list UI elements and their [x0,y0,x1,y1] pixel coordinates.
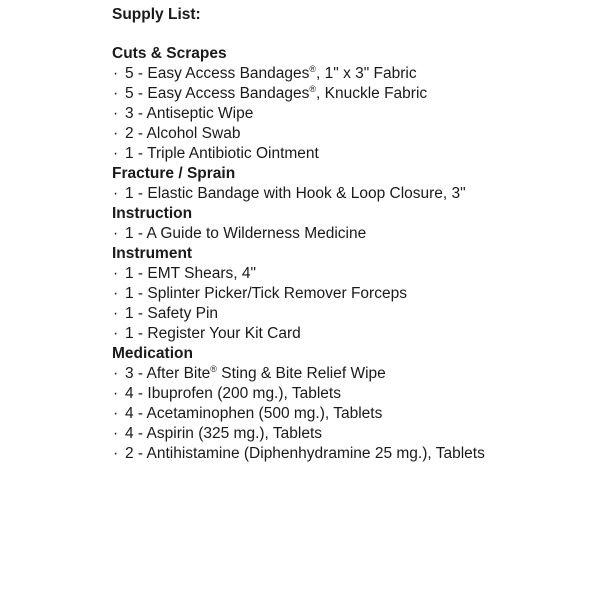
item-text [125,324,301,344]
item-text-main: 1 - A Guide to Wilderness Medicine [125,225,367,242]
list-item [112,444,592,464]
item-list [112,224,592,244]
list-item [112,64,592,84]
section [112,164,592,204]
bullet-icon: · [113,125,119,142]
item-text [125,224,366,244]
item-text-rest: , Knuckle Fabric [316,85,428,102]
item-text [125,124,240,144]
item-text-main: 1 - Elastic Bandage with Hook & Loop Closure, 3" [125,185,466,202]
section-heading: Fracture / Sprain [112,165,236,182]
item-text [125,64,417,84]
list-item [112,184,592,204]
item-text-main: 5 - Easy Access Bandages [125,85,310,102]
item-text-main: 4 - Ibuprofen (200 mg.), Tablets [125,385,341,402]
bullet-icon: · [113,425,119,442]
section-heading: Instrument [112,245,193,262]
item-text [125,404,382,424]
list-item [112,364,592,384]
registered-mark: ® [210,364,217,374]
bullet-icon: · [113,285,119,302]
bullet-icon: · [113,105,119,122]
bullet-icon: · [113,325,119,342]
item-text [125,284,407,304]
list-item [112,424,592,444]
list-item [112,124,592,144]
bullet-icon: · [113,445,119,462]
list-item [112,264,592,284]
item-text [125,304,218,324]
bullet-icon: · [113,145,119,162]
item-text-main: 1 - Register Your Kit Card [125,325,301,342]
bullet-icon: · [113,65,119,82]
page-title: Supply List: [112,6,201,23]
bullet-icon: · [113,305,119,322]
item-text-main: 1 - Triple Antibiotic Ointment [125,145,319,162]
list-item [112,104,592,124]
item-text-main: 1 - Safety Pin [125,305,219,322]
item-text-rest: Sting & Bite Relief Wipe [216,365,386,382]
bullet-icon: · [113,365,119,382]
section [112,44,592,164]
list-item [112,144,592,164]
item-text [125,264,256,284]
bullet-icon: · [113,85,119,102]
list-item [112,304,592,324]
section-heading: Cuts & Scrapes [112,45,227,62]
item-text [125,84,427,104]
list-item [112,224,592,244]
section [112,344,592,464]
list-item [112,84,592,104]
bullet-icon: · [113,265,119,282]
bullet-icon: · [113,225,119,242]
supply-list-document [112,5,592,464]
bullet-icon: · [113,185,119,202]
item-text [125,384,341,404]
item-text-main: 1 - Splinter Picker/Tick Remover Forceps [125,285,407,302]
item-text-main: 1 - EMT Shears, 4" [125,265,256,282]
list-item [112,384,592,404]
item-text [125,364,386,384]
item-text [125,424,322,444]
bullet-icon: · [113,405,119,422]
item-list [112,264,592,344]
item-text [125,184,466,204]
item-text-main: 2 - Antihistamine (Diphenhydramine 25 mg.), Tablets [125,445,485,462]
list-item [112,324,592,344]
registered-mark: ® [309,64,317,74]
list-item [112,284,592,304]
item-text-rest: , 1" x 3" Fabric [316,65,417,82]
section [112,244,592,344]
section [112,204,592,244]
item-text [125,444,485,464]
registered-mark: ® [309,84,317,94]
section-heading: Medication [112,345,193,362]
item-text-main: 5 - Easy Access Bandages [125,65,310,82]
item-text-main: 2 - Alcohol Swab [125,125,241,142]
section-heading: Instruction [112,205,193,222]
item-text-main: 3 - Antiseptic Wipe [125,105,254,122]
item-text [125,144,319,164]
item-text-main: 4 - Aspirin (325 mg.), Tablets [125,425,322,442]
item-text [125,104,253,124]
item-list [112,364,592,464]
item-list [112,64,592,164]
item-text-main: 3 - After Bite [125,365,211,382]
bullet-icon: · [113,385,119,402]
item-list [112,184,592,204]
sections-container [112,44,592,464]
item-text-main: 4 - Acetaminophen (500 mg.), Tablets [125,405,383,422]
list-item [112,404,592,424]
